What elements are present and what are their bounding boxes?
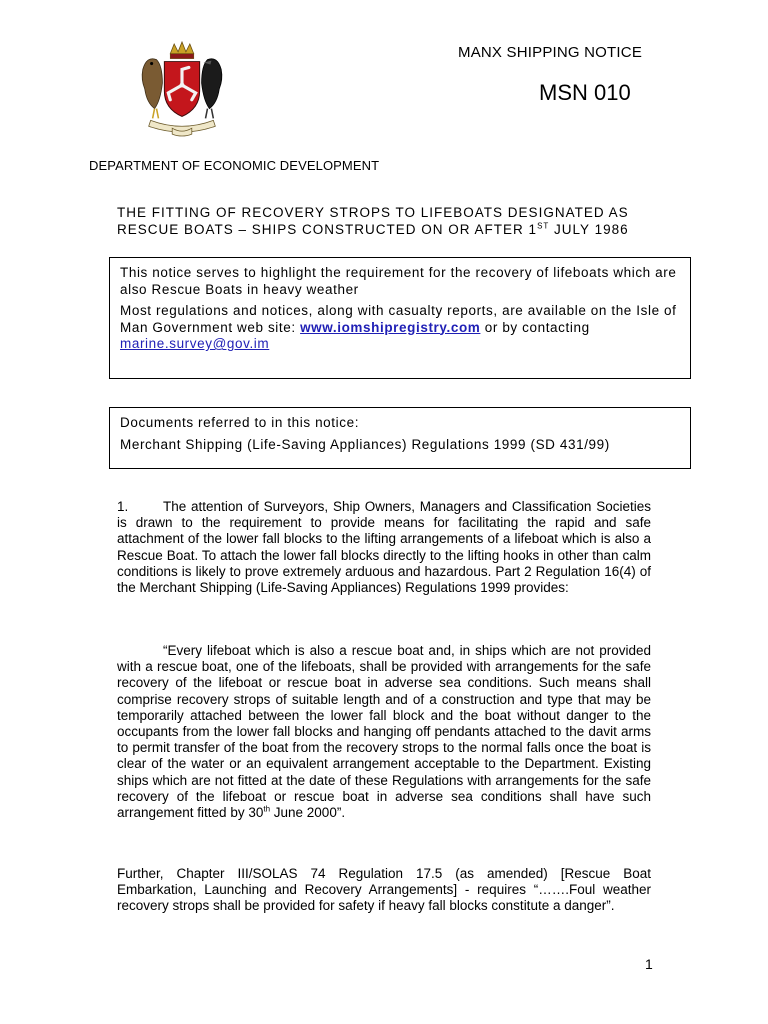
title-line-2-text: RESCUE BOATS – SHIPS CONSTRUCTED ON OR AFTER 1 <box>117 222 538 237</box>
title-line-1: THE FITTING OF RECOVERY STROPS TO LIFEBOATS DESIGNATED AS <box>117 205 629 220</box>
notice-type: MANX SHIPPING NOTICE <box>458 44 643 61</box>
website-link[interactable]: www.iomshipregistry.com <box>300 319 481 335</box>
regulation-quote <box>117 643 651 821</box>
title-line-2 <box>117 221 653 238</box>
paragraph-1-text: The attention of Surveyors, Ship Owners, Managers and Classification Societies is drawn to the requirement to provide means for facilitating the rapid and safe attachment of the lower fall blocks to the lifting arrangements of a lifeboat which is also a Rescue Boat. To attach the lower fall blocks directly to the lifting hooks in other than calm conditions is likely to prove extremely arduous and hazardous. Part 2 Regulation 16(4) of the Merchant Shipping (Life-Saving Appliances) Regulations 1999 provides: <box>117 499 651 596</box>
website-info <box>120 303 680 353</box>
page-number: 1 <box>645 956 653 972</box>
quote-end: June 2000”. <box>270 805 346 821</box>
summary-text: This notice serves to highlight the requirement for the recovery of lifeboats which are also Rescue Boats in heavy weather <box>120 265 677 297</box>
paragraph-solas <box>117 866 651 915</box>
notice-number: MSN 010 <box>539 80 631 105</box>
quote-superscript: th <box>263 804 271 814</box>
department-name: DEPARTMENT OF ECONOMIC DEVELOPMENT <box>89 158 380 173</box>
isle-of-man-crest-icon <box>133 40 231 138</box>
email-link[interactable]: marine.survey@gov.im <box>120 336 270 351</box>
documents-heading: Documents referred to in this notice: <box>120 415 360 430</box>
website-info-text: Most regulations and notices, along with casualty reports, are available on the Isle of Man Government web site: <box>120 303 677 335</box>
paragraph-solas-text: Further, Chapter III/SOLAS 74 Regulation 17.5 (as amended) [Rescue Boat Embarkation, Launching and Recovery Arrangements] - requires “…….Foul weather recovery strops shall be provided for safety if heavy fall blocks constitute a danger”. <box>117 866 651 914</box>
paragraph-1 <box>117 499 651 596</box>
notice-title <box>117 204 653 238</box>
title-line-2-end: JULY 1986 <box>549 222 629 237</box>
contact-text: or by contacting <box>480 319 590 335</box>
paragraph-number: 1. <box>117 499 129 514</box>
title-superscript: ST <box>537 221 550 231</box>
documents-box <box>109 407 691 469</box>
quote-text: “Every lifeboat which is also a rescue boat and, in ships which are not provided with a rescue boat, one of the lifeboats, shall be provided with arrangements for the safe recovery of the lifeboat or rescue boat in adverse sea conditions. Such means shall comprise recovery strops of suitable length and of a construction and type that may be temporarily attached between the lower fall block and the boat without danger to the occupants from the lower fall blocks and hanging off pendants attached to the davit arms to permit transfer of the boat from the recovery strops to the normal falls once the boat is clear of the water or an equivalent arrangement acceptable to the Department. Existing ships which are not fitted at the date of these Regulations with arrangements for the safe recovery of the lifeboat or rescue boat in adverse sea conditions shall have such arrangement fitted by 30 <box>117 643 651 821</box>
summary-box <box>109 257 691 379</box>
document-reference: Merchant Shipping (Life-Saving Appliances) Regulations 1999 (SD 431/99) <box>120 436 610 452</box>
